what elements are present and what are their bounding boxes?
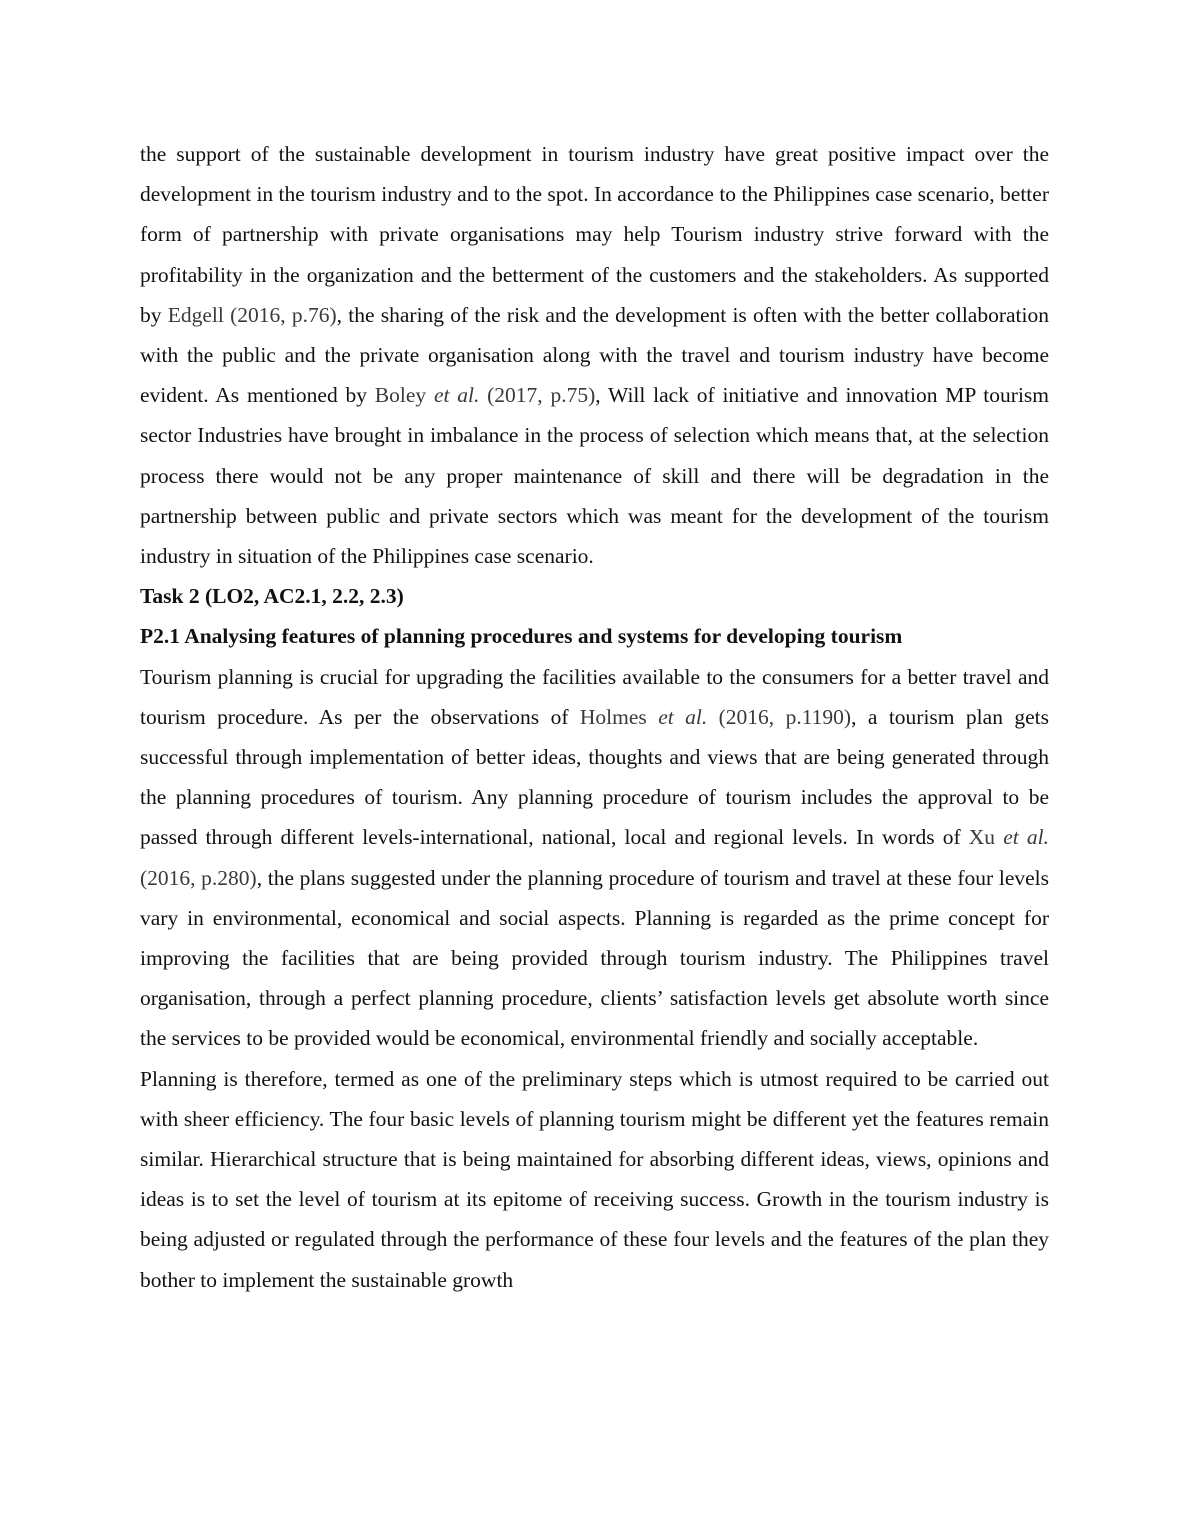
section-heading: P2.1 Analysing features of planning procedures and systems for developing tourism — [140, 624, 903, 649]
citation-xu-ref: (2016, p.280) — [140, 865, 257, 890]
paragraph-text: , the plans suggested under the planning procedure of tourism and travel at these four levels vary in environmental, economical and social aspects. Planning is regarded as the prime concept for improving the facilities that are being provided through tourism industry. The Philippines travel organisation, through a perfect planning procedure, clients’ satisfaction levels get absolute worth since the services to be provided would be economical, environmental friendly and socially acceptable. — [140, 865, 1049, 1051]
paragraph-tourism-planning — [140, 657, 1049, 1059]
paragraph-text: , Will lack of initiative and innovation MP tourism sector Industries have brought in imbalance in the process of selection which means that, at the selection process there would not be any proper maintenance of skill and there will be degradation in the partnership between public and private sectors which was meant for the development of the tourism industry in situation of the Philippines case scenario. — [140, 383, 1050, 569]
document-page — [140, 134, 1049, 1300]
task-heading: Task 2 (LO2, AC2.1, 2.2, 2.3) — [140, 584, 404, 609]
citation-edgell: Edgell (2016, p.76) — [167, 302, 337, 327]
citation-holmes-etal: et al. — [658, 704, 708, 729]
citation-xu-author: Xu — [968, 825, 1004, 850]
paragraph-partnership — [140, 134, 1049, 576]
citation-boley-ref: (2017, p.75) — [479, 383, 596, 408]
paragraph-text: , a tourism plan gets successful through implementation of better ideas, thoughts and views that are being generated through the planning procedures of tourism. Any planning procedure of tourism includes the approval to be passed through different levels-international, national, local and regional levels. In words of — [140, 704, 1049, 850]
citation-boley-etal: et al. — [433, 383, 480, 408]
paragraph-text: Tourism planning is crucial for upgrading the facilities available to the consumers for a better travel and tourism procedure. As per the observations of — [140, 664, 1049, 729]
paragraph-text: the support of the sustainable development in tourism industry have great positive impact over the development in the tourism industry and to the spot. In accordance to the Philippines case scenario, better form of partnership with private organisations may help Tourism industry strive forward with the profitability in the organization and the betterment of the customers and the stakeholders. As supported by — [140, 142, 1049, 327]
citation-boley-author: Boley — [374, 383, 434, 408]
citation-holmes-ref: (2016, p.1190) — [707, 704, 852, 729]
paragraph-text: , the sharing of the risk and the development is often with the better collaboration with the public and the private organisation along with the travel and tourism industry have become evident. As mentioned by — [140, 302, 1049, 408]
citation-holmes-author: Holmes — [579, 704, 659, 729]
citation-xu-etal: et al. — [1003, 825, 1049, 850]
paragraph-planning-levels: Planning is therefore, termed as one of the preliminary steps which is utmost required to be carried out with sheer efficiency. The four basic levels of planning tourism might be different yet the features remain similar. Hierarchical structure that is being maintained for absorbing different ideas, views, opinions and ideas is to set the level of tourism at its epitome of receiving success. Growth in the tourism industry is being adjusted or regulated through the performance of these four levels and the features of the plan they bother to implement the sustainable growth — [140, 1066, 1049, 1292]
